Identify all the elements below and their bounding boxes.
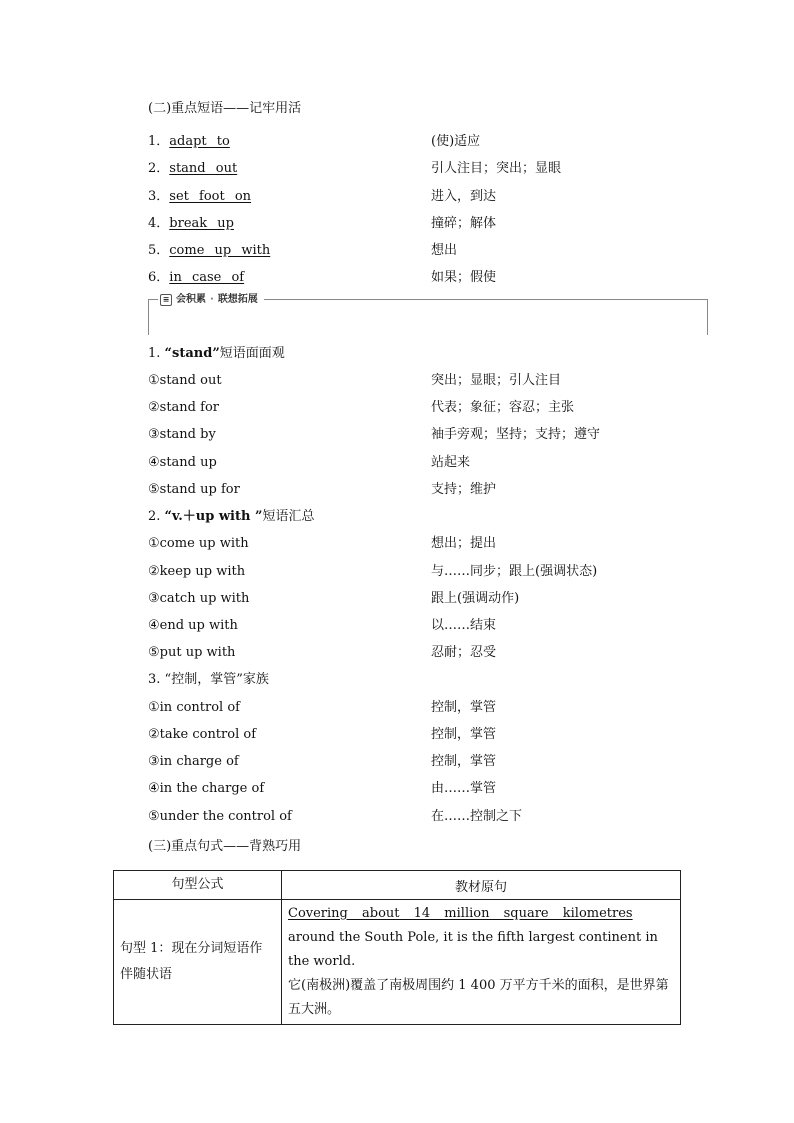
- phrase-meaning: 撞碎；解体: [431, 216, 497, 231]
- example-chinese: 它(南极洲)覆盖了南极周围约 1 400 万平方千米的面积，是世界第五大洲。: [288, 978, 669, 1017]
- phrase-row: [148, 133, 708, 151]
- extension-banner: [148, 292, 708, 336]
- list-item: ②keep up with 与……同步；跟上(强调状态): [148, 564, 598, 579]
- list-icon: ≡: [160, 294, 172, 306]
- table-header-row: [114, 871, 681, 900]
- phrase-text: adapt to: [169, 134, 230, 149]
- phrase-row: [148, 215, 708, 233]
- section3-title: (三)重点句式——背熟巧用: [148, 839, 302, 854]
- list-item: ①in control of 控制，掌管: [148, 700, 497, 715]
- list-item: ④end up with 以……结束: [148, 618, 497, 633]
- list-item: ③stand by 袖手旁观；坚持；支持；遵守: [148, 427, 601, 442]
- phrase-text: come up with: [169, 243, 271, 258]
- sentence-pattern-table: [113, 870, 681, 1025]
- list-item: ④stand up 站起来: [148, 455, 471, 470]
- table-header: 句型公式: [114, 871, 282, 900]
- phrase-row: [148, 160, 708, 178]
- phrase-num: 6．: [148, 270, 170, 285]
- list-item: ①stand out 突出；显眼；引人注目: [148, 373, 562, 388]
- phrase-row: [148, 269, 708, 287]
- phrase-num: 4．: [148, 216, 170, 231]
- list-item: ①come up with 想出；提出: [148, 536, 497, 551]
- phrase-text: set foot on: [169, 189, 252, 204]
- group3-title: 3. “控制，掌管”家族: [148, 672, 269, 687]
- pattern-cell: 句型 1：现在分词短语作伴随状语: [114, 900, 282, 1025]
- phrase-meaning: 如果；假使: [431, 270, 497, 285]
- table-header: 教材原句: [282, 871, 681, 900]
- table-row: [114, 900, 681, 1025]
- list-item: ⑤put up with 忍耐；忍受: [148, 645, 497, 660]
- banner-label-right: 联想拓展: [217, 294, 258, 305]
- list-item: ②take control of 控制，掌管: [148, 727, 497, 742]
- phrase-text: stand out: [169, 161, 238, 176]
- phrase-row: [148, 242, 708, 260]
- phrase-meaning: 想出: [431, 243, 458, 258]
- phrase-num: 5．: [148, 243, 170, 258]
- phrase-meaning: (使)适应: [431, 134, 481, 149]
- list-item: ⑤under the control of 在……控制之下: [148, 809, 523, 824]
- list-item: ③catch up with 跟上(强调动作): [148, 591, 520, 606]
- list-item: ④in the charge of 由……掌管: [148, 781, 497, 796]
- phrase-text: in case of: [169, 270, 245, 285]
- section2-title: (二)重点短语——记牢用活: [148, 101, 302, 116]
- phrase-num: 2．: [148, 161, 170, 176]
- group2-title: 2. “v.＋up with ”短语汇总: [148, 509, 315, 524]
- banner-label-left: 会积累: [176, 294, 206, 305]
- example-cell: [282, 900, 681, 1025]
- phrase-num: 1．: [148, 134, 170, 149]
- phrase-num: 3．: [148, 189, 170, 204]
- list-item: ⑤stand up for 支持；维护: [148, 482, 497, 497]
- phrase-row: [148, 188, 708, 206]
- list-item: ②stand for 代表；象征；容忍；主张: [148, 400, 575, 415]
- phrase-meaning: 进入，到达: [431, 189, 497, 204]
- list-item: ③in charge of 控制，掌管: [148, 754, 497, 769]
- phrase-text: break up: [169, 216, 234, 231]
- phrase-meaning: 引人注目；突出；显眼: [431, 161, 562, 176]
- banner-tag: ≡ 会积累 · 联想拓展: [158, 292, 264, 307]
- example-english: Covering about 14 million square kilometres around the South Pole, it is the fifth largest continent in the world.: [288, 906, 658, 969]
- group1-title: 1. “stand”短语面面观: [148, 346, 285, 361]
